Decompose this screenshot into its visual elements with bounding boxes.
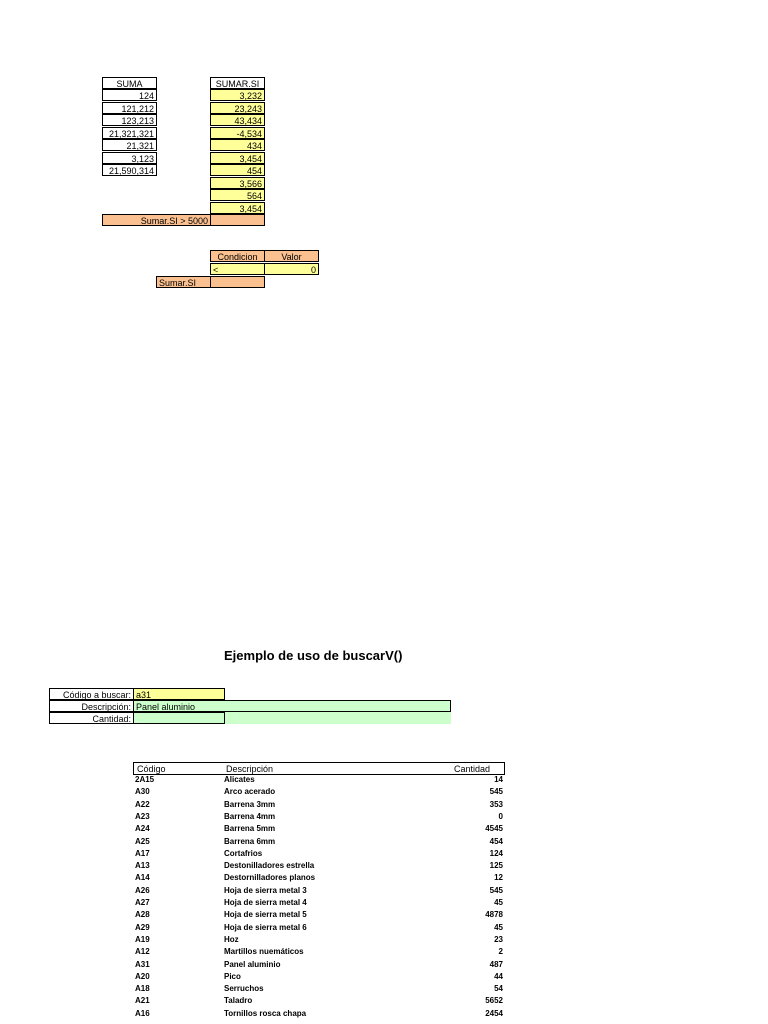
suma-cell[interactable]: 21,590,314 <box>102 164 157 176</box>
row-cantidad: 4878 <box>485 910 503 920</box>
sumar-si-cell[interactable]: 3,454 <box>210 152 265 164</box>
row-cantidad: 125 <box>489 861 503 871</box>
row-codigo: A28 <box>135 910 150 920</box>
row-cantidad: 14 <box>494 775 503 784</box>
table-row[interactable] <box>133 898 505 910</box>
valor-header[interactable]: Valor <box>264 250 319 262</box>
row-cantidad: 545 <box>489 885 503 895</box>
row-codigo: A30 <box>135 787 150 797</box>
suma-cell[interactable]: 21,321,321 <box>102 127 157 139</box>
header-cantidad[interactable]: Cantidad <box>454 764 491 774</box>
cantidad-result-cell[interactable] <box>133 712 225 724</box>
table-row[interactable] <box>133 824 505 836</box>
row-cantidad: 353 <box>489 799 503 809</box>
suma-cell[interactable]: 124 <box>102 89 157 101</box>
sumar-si-cell[interactable]: -4,534 <box>210 127 265 139</box>
sumar-si-header[interactable]: SUMAR.SI <box>210 77 265 89</box>
table-row[interactable] <box>133 972 505 984</box>
table-row[interactable] <box>133 787 505 799</box>
header-codigo[interactable]: Código <box>137 764 166 774</box>
table-row[interactable] <box>133 800 505 812</box>
table-row[interactable] <box>133 837 505 849</box>
sumar-si-cell[interactable]: 3,566 <box>210 177 265 189</box>
table-row[interactable] <box>133 849 505 861</box>
row-cantidad: 45 <box>494 898 503 907</box>
sumar-si-criteria-label[interactable]: Sumar.SI > 5000 <box>102 214 211 226</box>
header-descripcion[interactable]: Descripción <box>226 764 274 774</box>
cantidad-label: Cantidad: <box>49 712 134 724</box>
row-codigo: A23 <box>135 811 150 821</box>
row-descripcion: Hoz <box>224 934 239 944</box>
row-descripcion: Pico <box>224 971 241 981</box>
row-descripcion: Taladro <box>224 996 253 1006</box>
row-codigo: A12 <box>135 947 150 957</box>
row-cantidad: 5652 <box>485 996 503 1006</box>
suma-cell[interactable]: 21,321 <box>102 139 157 151</box>
suma-cell[interactable]: 121,212 <box>102 102 157 114</box>
row-codigo: A17 <box>135 848 150 858</box>
sumar-si-cell[interactable]: 23,243 <box>210 102 265 114</box>
row-descripcion: Barrena 3mm <box>224 799 276 809</box>
row-codigo: A20 <box>135 971 150 981</box>
codigo-input-cell[interactable]: a31 <box>133 688 225 700</box>
sumar-si-label-cell[interactable]: Sumar.SI <box>156 276 211 288</box>
table-row[interactable] <box>133 886 505 898</box>
row-descripcion: Destonilladores estrella <box>224 861 315 871</box>
row-codigo: A18 <box>135 984 150 994</box>
table-row[interactable] <box>133 923 505 935</box>
row-codigo: A25 <box>135 836 150 846</box>
product-table-header <box>133 762 505 775</box>
sumar-si-cell[interactable]: 454 <box>210 164 265 176</box>
sumar-si-cell[interactable]: 43,434 <box>210 114 265 126</box>
row-codigo: A16 <box>135 1008 150 1018</box>
sumar-si-condition-result[interactable] <box>210 276 265 288</box>
table-row[interactable] <box>133 910 505 922</box>
codigo-label: Código a buscar: <box>49 688 134 700</box>
row-descripcion: Arco acerado <box>224 787 276 797</box>
row-cantidad: 2454 <box>485 1008 503 1018</box>
row-cantidad: 4545 <box>485 824 503 834</box>
suma-header[interactable]: SUMA <box>102 77 157 89</box>
row-descripcion: Barrena 4mm <box>224 811 276 821</box>
sumar-si-cell[interactable]: 434 <box>210 139 265 151</box>
row-cantidad: 23 <box>494 934 503 944</box>
row-descripcion: Hoja de sierra metal 3 <box>224 885 307 895</box>
row-cantidad: 44 <box>494 971 503 981</box>
row-codigo: A31 <box>135 959 150 969</box>
row-descripcion: Hoja de sierra metal 4 <box>224 898 307 907</box>
table-row[interactable] <box>133 947 505 959</box>
row-cantidad: 124 <box>489 848 503 858</box>
table-row[interactable] <box>133 996 505 1008</box>
table-row[interactable] <box>133 812 505 824</box>
sumar-si-result-cell[interactable] <box>210 214 265 226</box>
suma-cell[interactable]: 123,213 <box>102 114 157 126</box>
row-cantidad: 45 <box>494 922 503 932</box>
row-cantidad: 2 <box>498 947 503 957</box>
row-cantidad: 0 <box>498 811 503 821</box>
row-codigo: A24 <box>135 824 150 834</box>
table-row[interactable] <box>133 873 505 885</box>
row-descripcion: Barrena 5mm <box>224 824 276 834</box>
buscarv-title: Ejemplo de uso de buscarV() <box>224 648 403 663</box>
table-row[interactable] <box>133 935 505 947</box>
sumar-si-cell[interactable]: 3,454 <box>210 202 265 214</box>
row-descripcion: Destornilladores planos <box>224 873 316 883</box>
row-descripcion: Barrena 6mm <box>224 836 276 846</box>
condicion-header[interactable]: Condicion <box>210 250 265 262</box>
valor-value-cell[interactable]: 0 <box>264 263 319 275</box>
row-codigo: A21 <box>135 996 150 1006</box>
row-codigo: A26 <box>135 885 150 895</box>
table-row[interactable] <box>133 861 505 873</box>
row-descripcion: Cortafrios <box>224 848 263 858</box>
row-codigo: A13 <box>135 861 150 871</box>
row-cantidad: 12 <box>494 873 503 883</box>
suma-cell[interactable]: 3,123 <box>102 152 157 164</box>
row-descripcion: Serruchos <box>224 984 264 994</box>
sumar-si-cell[interactable]: 564 <box>210 189 265 201</box>
row-codigo: A19 <box>135 934 150 944</box>
table-row[interactable] <box>133 960 505 972</box>
row-cantidad: 545 <box>489 787 503 797</box>
row-descripcion: Panel aluminio <box>224 959 281 969</box>
row-codigo: A27 <box>135 898 150 907</box>
row-descripcion: Martillos nuemáticos <box>224 947 304 957</box>
sumar-si-cell[interactable]: 3,232 <box>210 89 265 101</box>
row-cantidad: 54 <box>494 984 503 994</box>
descripcion-label: Descripción: <box>49 700 134 712</box>
row-descripcion: Hoja de sierra metal 5 <box>224 910 307 920</box>
row-descripcion: Alicates <box>224 775 255 784</box>
condicion-value-cell[interactable]: < <box>210 263 265 275</box>
descripcion-result-cell[interactable]: Panel aluminio <box>133 700 451 712</box>
row-descripcion: Hoja de sierra metal 6 <box>224 922 307 932</box>
table-row[interactable] <box>133 1009 505 1021</box>
row-codigo: 2A15 <box>135 775 155 784</box>
row-codigo: A22 <box>135 799 150 809</box>
row-descripcion: Tornillos rosca chapa <box>224 1008 307 1018</box>
row-cantidad: 454 <box>489 836 503 846</box>
row-cantidad: 487 <box>489 959 503 969</box>
table-row[interactable] <box>133 984 505 996</box>
row-codigo: A14 <box>135 873 150 883</box>
row-codigo: A29 <box>135 922 150 932</box>
table-row[interactable] <box>133 775 505 787</box>
